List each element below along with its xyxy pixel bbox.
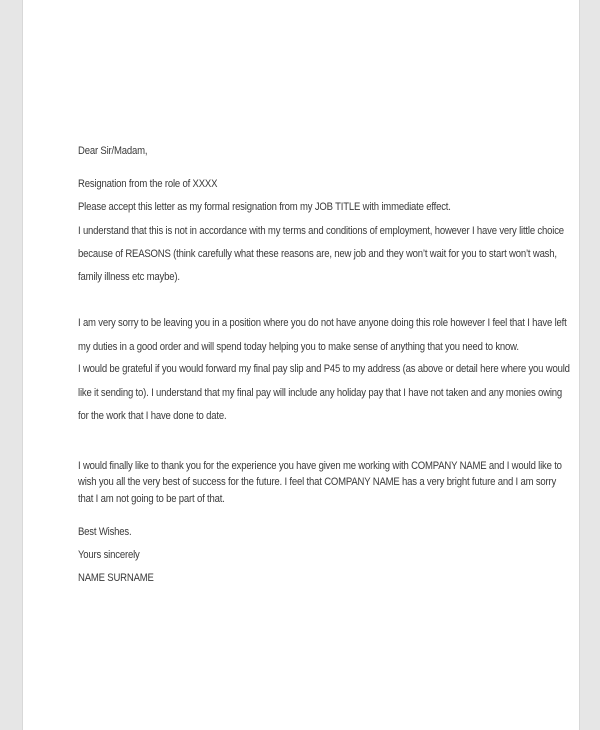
paragraph-line: I am very sorry to be leaving you in a position where you do not have anyone doing this role however I feel that I have left bbox=[78, 317, 567, 329]
paragraph-line: my duties in a good order and will spend today helping you to make sense of anything that you need to know. bbox=[78, 341, 519, 353]
paragraph-line: for the work that I have done to date. bbox=[78, 410, 227, 422]
paragraph-line: because of REASONS (think carefully what these reasons are, new job and they won’t wait for you to start won’t wash, bbox=[78, 248, 557, 260]
document-page bbox=[22, 0, 580, 730]
signature-name: NAME SURNAME bbox=[78, 572, 154, 584]
closing-sincerely: Yours sincerely bbox=[78, 549, 140, 561]
paragraph-line: I would be grateful if you would forward my final pay slip and P45 to my address (as above or detail here where you would bbox=[78, 363, 570, 375]
subject-line: Resignation from the role of XXXX bbox=[78, 178, 218, 190]
paragraph-line: wish you all the very best of success for the future. I feel that COMPANY NAME has a very bright future and I am sorry bbox=[78, 476, 557, 488]
paragraph-line: like it sending to). I understand that my final pay will include any holiday pay that I have not taken and any monies owing bbox=[78, 387, 563, 399]
paragraph-line: that I am not going to be part of that. bbox=[78, 493, 225, 505]
paragraph-line: I understand that this is not in accordance with my terms and conditions of employment, however I have very little choice bbox=[78, 225, 564, 237]
salutation: Dear Sir/Madam, bbox=[78, 145, 148, 157]
closing-wishes: Best Wishes. bbox=[78, 526, 132, 538]
paragraph-line: Please accept this letter as my formal resignation from my JOB TITLE with immediate effect. bbox=[78, 201, 451, 213]
paragraph-line: family illness etc maybe). bbox=[78, 271, 180, 283]
paragraph-line: I would finally like to thank you for the experience you have given me working with COMPANY NAME and I would like to bbox=[78, 460, 562, 472]
